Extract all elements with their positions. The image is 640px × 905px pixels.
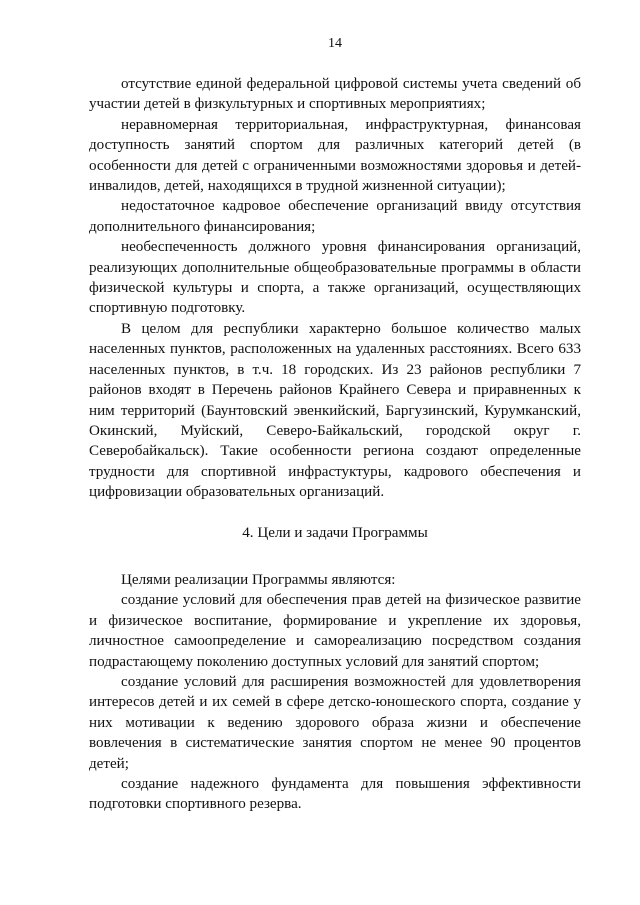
paragraph-staffing-shortage: недостаточное кадровое обеспечение организаций ввиду отсутствия дополнительного финансирования; xyxy=(89,198,581,235)
paragraph-goals-intro: Целями реализации Программы являются: xyxy=(121,571,396,588)
paragraph-goal-reserve: создание надежного фундамента для повышения эффективности подготовки спортивного резерва. xyxy=(89,776,581,813)
paragraph-no-digital-system: отсутствие единой федеральной цифровой системы учета сведений об участии детей в физкультурных и спортивных мероприятиях; xyxy=(89,76,581,113)
paragraph-uneven-accessibility: неравномерная территориальная, инфраструктурная, финансовая доступность занятий спортом для различных категорий детей (в особенности для детей с ограниченными возможностями здоровья и детей-инвалидов, детей, находящихся в трудной жизненной ситуации); xyxy=(89,116,581,195)
section-heading: 4. Цели и задачи Программы xyxy=(242,524,428,541)
paragraph-regional-specifics: В целом для республики характерно большое количество малых населенных пунктов, расположенных на удаленных расстояниях. Всего 633 населенных пунктов, в т.ч. 18 городских. Из 23 районов республики 7 районов входят в Перечень районов Крайнего Севера и приравненных к ним территорий (Баунтовский эвенкийский, Баргузинский, Курумканский, Окинский, Муйский, Северо-Байкальский, городской округ г. Северобайкальск). Такие особенности региона создают определенные трудности для спортивной инфрастуктуры, кадрового обеспечения и цифровизации образовательных организаций. xyxy=(89,320,581,501)
page-number: 14 xyxy=(328,36,342,51)
paragraph-goal-opportunities: создание условий для расширения возможностей для удовлетворения интересов детей и их семей в сфере детско-юношеского спорта, создание у них мотивации к ведению здорового образа жизни и обеспечение вовлечения в систематические занятия спортом не менее 90 процентов детей; xyxy=(89,673,581,772)
paragraph-underfunding: необеспеченность должного уровня финансирования организаций, реализующих дополнительные общеобразовательные программы в области физической культуры и спорта, а также организаций, осуществляющих спортивную подготовку. xyxy=(89,239,581,317)
document-page xyxy=(89,34,581,815)
paragraph-goal-rights: создание условий для обеспечения прав детей на физическое развитие и физическое воспитание, формирование и укрепление их здоровья, личностное самоопределение и самореализацию посредством создания подрастающему поколению доступных условий для занятий спортом; xyxy=(89,592,581,670)
